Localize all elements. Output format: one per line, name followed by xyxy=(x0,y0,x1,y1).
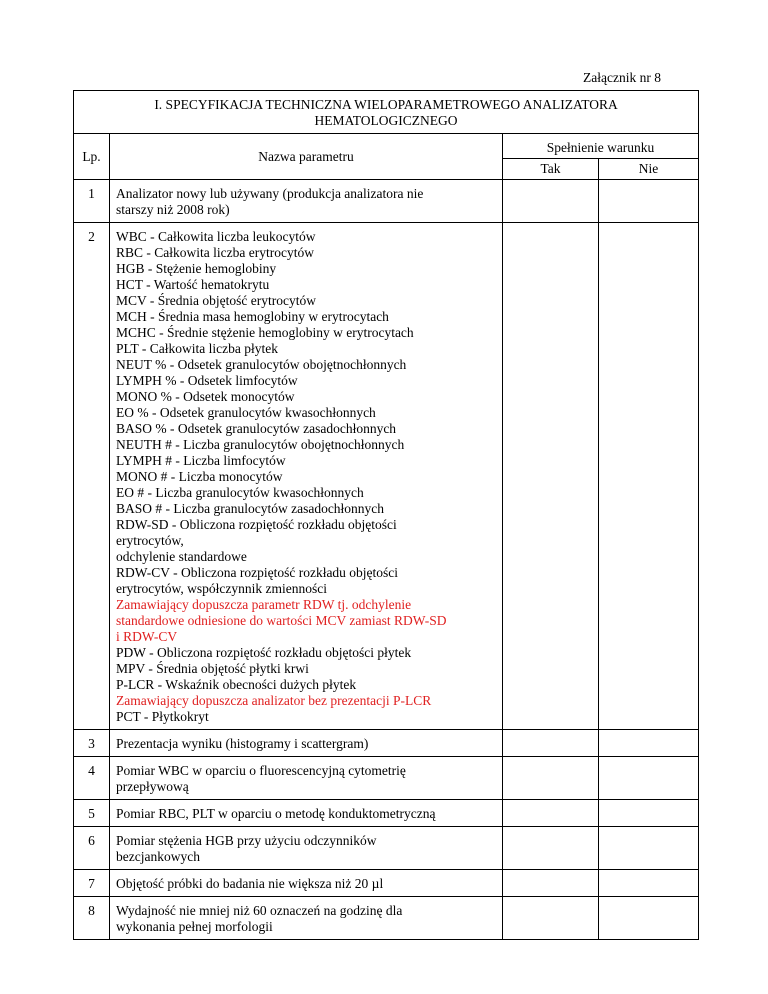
description-line: Objętość próbki do badania nie większa niż 20 µl xyxy=(116,876,384,891)
row-number: 5 xyxy=(74,800,110,827)
description-line: MCV - Średnia objętość erytrocytów xyxy=(116,293,316,308)
description-line: NEUT % - Odsetek granulocytów obojętnochłonnych xyxy=(116,357,407,372)
yes-cell[interactable] xyxy=(503,730,599,757)
description-line: Prezentacja wyniku (histogramy i scattergram) xyxy=(116,736,369,751)
title-line-2: HEMATOLOGICZNEGO xyxy=(314,113,458,128)
no-cell[interactable] xyxy=(599,223,699,730)
specification-table xyxy=(73,90,699,940)
header-condition: Spełnienie warunku xyxy=(503,134,699,159)
yes-cell[interactable] xyxy=(503,180,599,223)
description-line: BASO # - Liczba granulocytów zasadochłonnych xyxy=(116,501,385,516)
description-line: MCHC - Średnie stężenie hemoglobiny w erytrocytach xyxy=(116,325,414,340)
no-cell[interactable] xyxy=(599,800,699,827)
row-number: 2 xyxy=(74,223,110,730)
table-row xyxy=(74,870,699,897)
yes-cell[interactable] xyxy=(503,800,599,827)
header-lp: Lp. xyxy=(74,134,110,180)
yes-cell[interactable] xyxy=(503,757,599,800)
row-number: 7 xyxy=(74,870,110,897)
row-number: 4 xyxy=(74,757,110,800)
row-number: 8 xyxy=(74,897,110,940)
row-number: 1 xyxy=(74,180,110,223)
description-line: MPV - Średnia objętość płytki krwi xyxy=(116,661,309,676)
no-cell[interactable] xyxy=(599,180,699,223)
description-line: erytrocytów, xyxy=(116,533,184,548)
description-line: odchylenie standardowe xyxy=(116,549,247,564)
yes-cell[interactable] xyxy=(503,870,599,897)
description-line: Pomiar WBC w oparciu o fluorescencyjną cytometrię xyxy=(116,763,406,778)
table-row xyxy=(74,800,699,827)
description-line: RBC - Całkowita liczba erytrocytów xyxy=(116,245,314,260)
table-row xyxy=(74,757,699,800)
requirement-note-line: Zamawiający dopuszcza analizator bez prezentacji P-LCR xyxy=(116,693,432,708)
table-row xyxy=(74,180,699,223)
parameter-description xyxy=(110,180,503,223)
description-line: PLT - Całkowita liczba płytek xyxy=(116,341,278,356)
description-line: LYMPH % - Odsetek limfocytów xyxy=(116,373,298,388)
table-row xyxy=(74,223,699,730)
description-line: EO % - Odsetek granulocytów kwasochłonnych xyxy=(116,405,376,420)
description-line: MONO # - Liczba monocytów xyxy=(116,469,283,484)
requirement-note-line: standardowe odniesione do wartości MCV zamiast RDW-SD xyxy=(116,613,447,628)
description-line: wykonania pełnej morfologii xyxy=(116,919,273,934)
yes-cell[interactable] xyxy=(503,897,599,940)
row-number: 6 xyxy=(74,827,110,870)
description-line: Analizator nowy lub używany (produkcja analizatora nie xyxy=(116,186,424,201)
header-yes: Tak xyxy=(503,159,599,180)
table-row xyxy=(74,730,699,757)
parameter-description xyxy=(110,730,503,757)
table-title xyxy=(74,91,699,134)
parameter-description xyxy=(110,757,503,800)
description-line: HGB - Stężenie hemoglobiny xyxy=(116,261,277,276)
parameter-description xyxy=(110,870,503,897)
yes-cell[interactable] xyxy=(503,827,599,870)
description-line: PDW - Obliczona rozpiętość rozkładu objętości płytek xyxy=(116,645,412,660)
description-line: MONO % - Odsetek monocytów xyxy=(116,389,295,404)
yes-cell[interactable] xyxy=(503,223,599,730)
description-line: EO # - Liczba granulocytów kwasochłonnych xyxy=(116,485,364,500)
attachment-label: Załącznik nr 8 xyxy=(583,70,661,85)
no-cell[interactable] xyxy=(599,870,699,897)
header-row xyxy=(74,134,699,159)
description-line: przepływową xyxy=(116,779,189,794)
description-line: Pomiar stężenia HGB przy użyciu odczynników xyxy=(116,833,377,848)
description-line: starszy niż 2008 rok) xyxy=(116,202,230,217)
requirement-note-line: i RDW-CV xyxy=(116,629,178,644)
header-parameter-name: Nazwa parametru xyxy=(110,134,503,180)
description-line: WBC - Całkowita liczba leukocytów xyxy=(116,229,316,244)
table-row xyxy=(74,897,699,940)
requirement-note-line: Zamawiający dopuszcza parametr RDW tj. odchylenie xyxy=(116,597,412,612)
parameter-description xyxy=(110,897,503,940)
description-line: erytrocytów, współczynnik zmienności xyxy=(116,581,327,596)
description-line: P-LCR - Wskaźnik obecności dużych płytek xyxy=(116,677,357,692)
description-line: NEUTH # - Liczba granulocytów obojętnochłonnych xyxy=(116,437,405,452)
description-line: MCH - Średnia masa hemoglobiny w erytrocytach xyxy=(116,309,389,324)
title-line-1: I. SPECYFIKACJA TECHNICZNA WIELOPARAMETROWEGO ANALIZATORA xyxy=(154,97,618,112)
parameter-description xyxy=(110,223,503,730)
description-line: bezcjankowych xyxy=(116,849,200,864)
no-cell[interactable] xyxy=(599,757,699,800)
description-line: LYMPH # - Liczba limfocytów xyxy=(116,453,286,468)
header-no: Nie xyxy=(599,159,699,180)
description-line: RDW-SD - Obliczona rozpiętość rozkładu objętości xyxy=(116,517,397,532)
no-cell[interactable] xyxy=(599,897,699,940)
description-line: Pomiar RBC, PLT w oparciu o metodę konduktometryczną xyxy=(116,806,436,821)
row-number: 3 xyxy=(74,730,110,757)
no-cell[interactable] xyxy=(599,827,699,870)
description-line: HCT - Wartość hematokrytu xyxy=(116,277,270,292)
description-line: RDW-CV - Obliczona rozpiętość rozkładu objętości xyxy=(116,565,399,580)
description-line: BASO % - Odsetek granulocytów zasadochłonnych xyxy=(116,421,397,436)
parameter-description xyxy=(110,827,503,870)
description-line: Wydajność nie mniej niż 60 oznaczeń na godzinę dla xyxy=(116,903,403,918)
description-line: PCT - Płytkokryt xyxy=(116,709,209,724)
table-row xyxy=(74,827,699,870)
no-cell[interactable] xyxy=(599,730,699,757)
parameter-description xyxy=(110,800,503,827)
title-row xyxy=(74,91,699,134)
